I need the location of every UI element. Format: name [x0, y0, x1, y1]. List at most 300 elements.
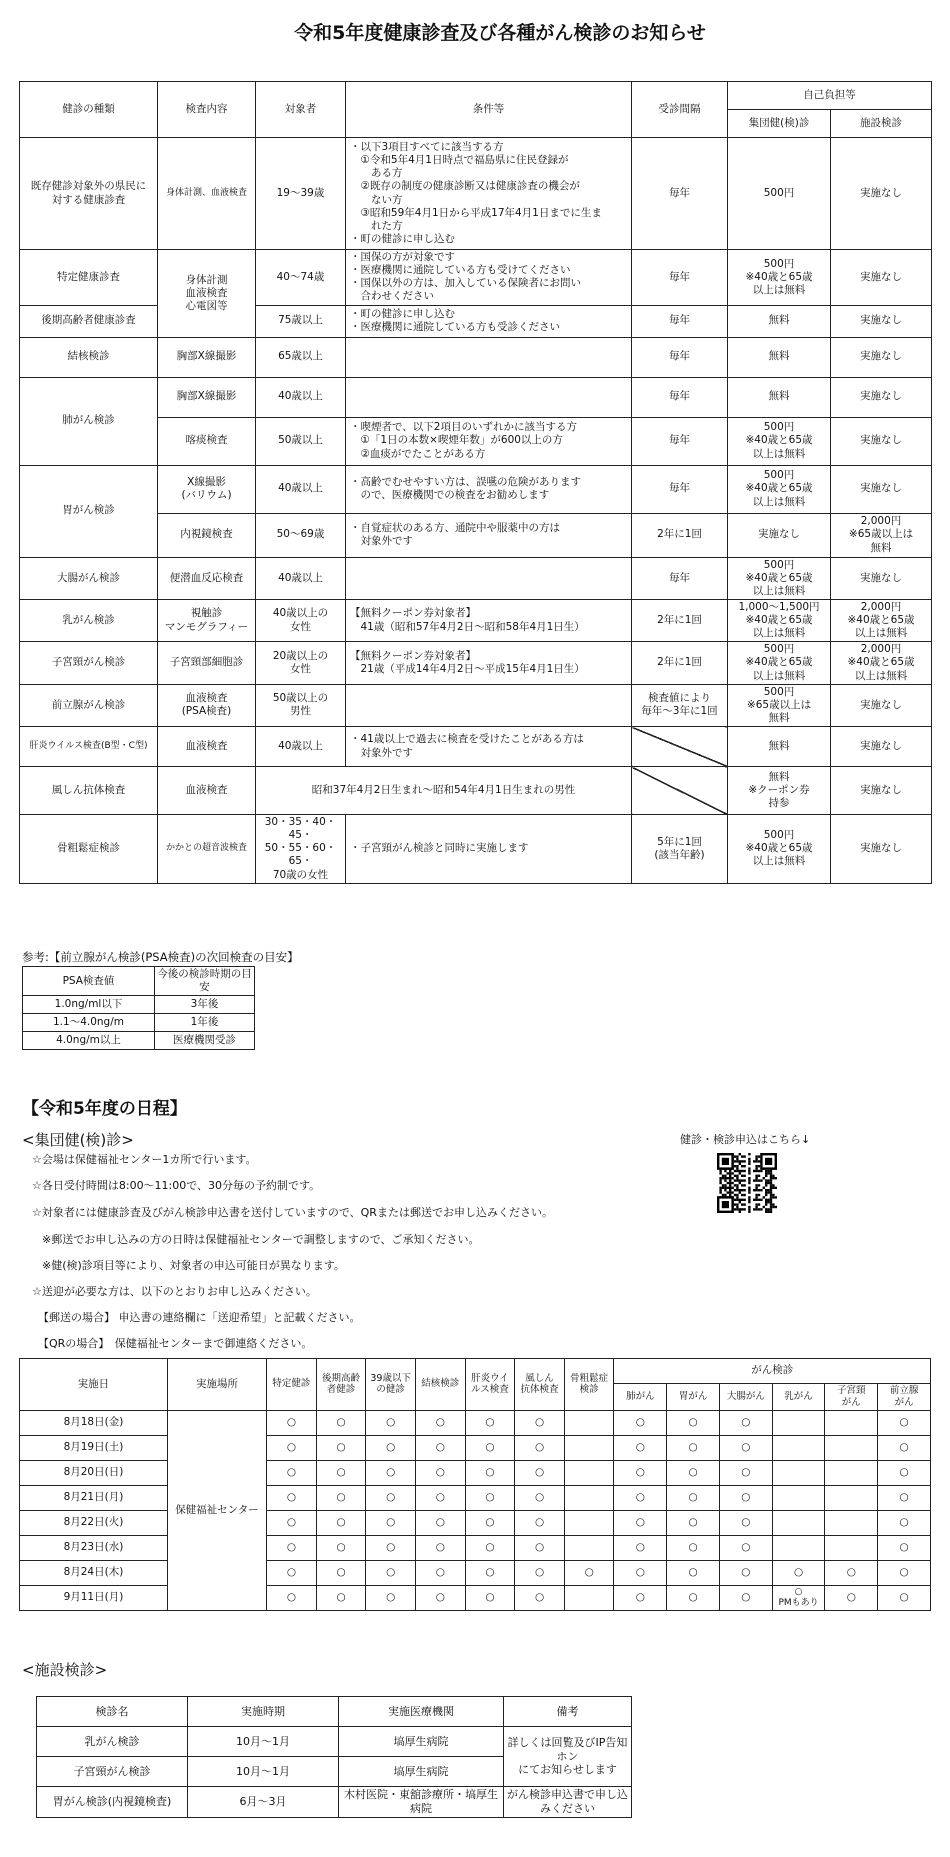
- table-cell: X線撮影 (バリウム): [158, 465, 256, 513]
- schedule-mark: ○: [878, 1460, 931, 1485]
- schedule-mark: ○: [366, 1460, 416, 1485]
- schedule-header-cancer-column: 大腸がん: [719, 1384, 772, 1411]
- schedule-mark: [825, 1510, 878, 1535]
- table-cell: [346, 377, 632, 417]
- header-interval: 受診間隔: [632, 82, 728, 138]
- schedule-mark: ○: [878, 1485, 931, 1510]
- table-cell: 2年に1回: [632, 642, 728, 684]
- schedule-mark: ○: [667, 1535, 720, 1560]
- schedule-note: 【郵送の場合】 申込書の連絡欄に「送迎希望」と記載ください。: [38, 1311, 361, 1324]
- table-cell: 50〜69歳: [256, 513, 346, 557]
- table-cell: 実施なし: [831, 465, 932, 513]
- schedule-date: 8月22日(火): [20, 1510, 168, 1535]
- table-cell: 500円 ※40歳と65歳 以上は無料: [728, 465, 831, 513]
- schedule-mark: ○: [825, 1585, 878, 1611]
- table-cell: 実施なし: [831, 417, 932, 465]
- schedule-header-cancer-column: 乳がん: [772, 1384, 825, 1411]
- table-cell: 特定健康診査: [20, 250, 158, 306]
- table-row: [20, 642, 932, 684]
- table-cell: 6月〜3月: [188, 1787, 339, 1818]
- schedule-mark: ○: [465, 1585, 515, 1611]
- schedule-mark: ○: [465, 1435, 515, 1460]
- schedule-mark: [564, 1435, 614, 1460]
- schedule-mark: ○: [267, 1535, 317, 1560]
- schedule-header-column: 風しん 抗体検査: [515, 1359, 565, 1411]
- header-cost: 自己負担等: [728, 82, 932, 110]
- schedule-mark: ○: [515, 1560, 565, 1585]
- table-cell: 2,000円 ※40歳と65歳 以上は無料: [831, 642, 932, 684]
- table-cell: 40歳以上: [256, 557, 346, 599]
- table-cell: 骨粗鬆症検診: [20, 815, 158, 884]
- table-cell: 1.1〜4.0ng/m: [23, 1014, 155, 1032]
- table-cell: ・子宮頸がん検診と同時に実施します: [346, 815, 632, 884]
- table-cell: 実施なし: [831, 250, 932, 306]
- table-cell: 内視鏡検査: [158, 513, 256, 557]
- schedule-mark: ○: [878, 1535, 931, 1560]
- table-cell: ・町の健診に申し込む ・医療機関に通院している方も受診ください: [346, 305, 632, 337]
- schedule-mark: [772, 1510, 825, 1535]
- schedule-mark: ○: [267, 1410, 317, 1435]
- schedule-mark: [825, 1460, 878, 1485]
- schedule-mark: [772, 1435, 825, 1460]
- header-group-cost: 集団健(検)診: [728, 110, 831, 138]
- table-cell: 19〜39歳: [256, 138, 346, 250]
- schedule-mark: ○: [465, 1460, 515, 1485]
- table-cell: 塙厚生病院: [339, 1727, 504, 1757]
- schedule-mark: [772, 1410, 825, 1435]
- table-cell: 無料: [728, 305, 831, 337]
- schedule-date: 8月18日(金): [20, 1410, 168, 1435]
- table-cell: 無料: [728, 727, 831, 767]
- schedule-mark: ○: [415, 1510, 465, 1535]
- schedule-mark: ○: [719, 1560, 772, 1585]
- table-cell: 昭和37年4月2日生まれ〜昭和54年4月1日生まれの男性: [256, 767, 632, 815]
- checkup-overview-table: [19, 81, 932, 884]
- table-cell: 実施なし: [831, 727, 932, 767]
- schedule-header-cancer: がん検診: [614, 1359, 931, 1384]
- schedule-mark: ○: [415, 1535, 465, 1560]
- schedule-mark: [564, 1535, 614, 1560]
- table-cell: ・自覚症状のある方、通院中や服薬中の方は 対象外です: [346, 513, 632, 557]
- table-row: [20, 1359, 931, 1384]
- table-row: [20, 1560, 931, 1585]
- schedule-header-cancer-column: 子宮頸 がん: [825, 1384, 878, 1411]
- table-cell: 40歳以上: [256, 727, 346, 767]
- table-row: [20, 727, 932, 767]
- table-cell: 子宮頸がん検診: [20, 642, 158, 684]
- schedule-mark: ○: [415, 1560, 465, 1585]
- table-cell: 毎年: [632, 377, 728, 417]
- schedule-mark: ○: [515, 1460, 565, 1485]
- table-cell: 肝炎ウイルス検査(B型・C型): [20, 727, 158, 767]
- table-cell: 5年に1回 (該当年齢): [632, 815, 728, 884]
- table-row: [37, 1787, 632, 1818]
- table-cell: 2,000円 ※65歳以上は 無料: [831, 513, 932, 557]
- table-cell: 毎年: [632, 337, 728, 377]
- schedule-header-cancer-column: 前立腺 がん: [878, 1384, 931, 1411]
- schedule-mark: ○: [614, 1585, 667, 1611]
- schedule-mark: ○: [878, 1435, 931, 1460]
- table-cell: 実施なし: [831, 767, 932, 815]
- table-cell: 1,000〜1,500円 ※40歳と65歳 以上は無料: [728, 599, 831, 641]
- table-cell: かかとの超音波検査: [158, 815, 256, 884]
- table-cell: 肺がん検診: [20, 377, 158, 465]
- schedule-mark: ○: [366, 1535, 416, 1560]
- not-applicable-cell: [632, 767, 728, 815]
- psa-header-value: PSA検査値: [23, 967, 155, 996]
- schedule-mark: ○: [415, 1485, 465, 1510]
- table-row: [20, 377, 932, 417]
- table-cell: 500円 ※40歳と65歳 以上は無料: [728, 417, 831, 465]
- table-row: [20, 1460, 931, 1485]
- table-row: [20, 305, 932, 337]
- schedule-place: 保健福祉センター: [167, 1410, 266, 1611]
- schedule-heading: 【令和5年度の日程】: [22, 1099, 187, 1119]
- facility-note: がん検診申込書で申し込みください: [504, 1787, 632, 1818]
- schedule-mark: ○: [267, 1510, 317, 1535]
- table-cell: 1年後: [155, 1014, 255, 1032]
- table-cell: 既存健診対象外の県民に 対する健康診査: [20, 138, 158, 250]
- table-row: [20, 138, 932, 250]
- table-cell: 3年後: [155, 996, 255, 1014]
- schedule-mark: ○: [719, 1485, 772, 1510]
- schedule-mark: ○: [614, 1560, 667, 1585]
- schedule-note: ☆対象者には健康診査及びがん検診申込書を送付していますので、QRまたは郵送でお申し込みください。: [32, 1206, 553, 1219]
- table-cell: 40歳以上の 女性: [256, 599, 346, 641]
- table-cell: 【無料クーポン券対象者】 41歳（昭和57年4月2日〜昭和58年4月1日生）: [346, 599, 632, 641]
- facility-note: 詳しくは回覧及びIP告知ホン にてお知らせします: [504, 1727, 632, 1787]
- table-row: [20, 1535, 931, 1560]
- schedule-mark: [772, 1460, 825, 1485]
- schedule-header-column: 骨粗鬆症 検診: [564, 1359, 614, 1411]
- table-cell: ・喫煙者で、以下2項目のいずれかに該当する方 ①「1日の本数×喫煙年数」が600以上の方 ②血痰がでたことがある方: [346, 417, 632, 465]
- schedule-date: 8月19日(土): [20, 1435, 168, 1460]
- schedule-header-column: 39歳以下 の健診: [366, 1359, 416, 1411]
- table-cell: 65歳以上: [256, 337, 346, 377]
- schedule-header-cancer-column: 肺がん: [614, 1384, 667, 1411]
- schedule-mark: ○: [719, 1435, 772, 1460]
- table-cell: 実施なし: [831, 684, 932, 726]
- table-row: [20, 1410, 931, 1435]
- table-cell: 血液検査 (PSA検査): [158, 684, 256, 726]
- table-cell: 2年に1回: [632, 513, 728, 557]
- schedule-mark: ○: [614, 1485, 667, 1510]
- schedule-mark: ○: [667, 1510, 720, 1535]
- table-cell: 毎年: [632, 305, 728, 337]
- table-cell: 実施なし: [831, 305, 932, 337]
- schedule-mark: ○: [316, 1560, 366, 1585]
- table-cell: 胃がん検診(内視鏡検査): [37, 1787, 188, 1818]
- facility-header: 検診名: [37, 1697, 188, 1727]
- header-facility-cost: 施設検診: [831, 110, 932, 138]
- schedule-mark: ○: [366, 1510, 416, 1535]
- table-cell: 【無料クーポン券対象者】 21歳（平成14年4月2日〜平成15年4月1日生）: [346, 642, 632, 684]
- table-cell: 血液検査: [158, 767, 256, 815]
- table-cell: [346, 684, 632, 726]
- schedule-mark: ○: [366, 1585, 416, 1611]
- schedule-mark: ○: [614, 1510, 667, 1535]
- facility-header: 備考: [504, 1697, 632, 1727]
- schedule-mark: [564, 1585, 614, 1611]
- table-cell: 500円 ※40歳と65歳 以上は無料: [728, 250, 831, 306]
- table-row: [37, 1727, 632, 1757]
- table-row: [37, 1697, 632, 1727]
- schedule-mark: ○: [667, 1560, 720, 1585]
- schedule-mark: ○: [614, 1535, 667, 1560]
- table-cell: ・以下3項目すべてに該当する方 ①令和5年4月1日時点で福島県に住民登録が ある方 ②既存の制度の健康診断又は健康診査の機会が ない方 ③昭和59年4月1日から平成17年4月1日までに生ま れた方 ・町の健診に申し込む: [346, 138, 632, 250]
- table-row: [20, 1585, 931, 1611]
- table-cell: 2年に1回: [632, 599, 728, 641]
- schedule-mark: ○: [719, 1460, 772, 1485]
- schedule-mark: ○: [667, 1485, 720, 1510]
- table-row: [20, 767, 932, 815]
- schedule-mark: ○: [366, 1560, 416, 1585]
- schedule-mark: ○: [878, 1560, 931, 1585]
- schedule-mark: [825, 1435, 878, 1460]
- table-cell: 無料: [728, 377, 831, 417]
- table-cell: 便潜血反応検査: [158, 557, 256, 599]
- schedule-mark: ○: [667, 1435, 720, 1460]
- schedule-mark: ○ PMもあり: [772, 1585, 825, 1611]
- schedule-note: ※健(検)診項目等により、対象者の申込可能日が異なります。: [42, 1259, 345, 1272]
- schedule-mark: [564, 1485, 614, 1510]
- schedule-mark: ○: [719, 1535, 772, 1560]
- schedule-mark: ○: [267, 1585, 317, 1611]
- schedule-mark: ○: [465, 1485, 515, 1510]
- schedule-mark: ○: [719, 1585, 772, 1611]
- table-row: [20, 1485, 931, 1510]
- facility-header: 実施医療機関: [339, 1697, 504, 1727]
- schedule-mark: ○: [316, 1510, 366, 1535]
- schedule-date: 8月21日(月): [20, 1485, 168, 1510]
- table-cell: [346, 557, 632, 599]
- schedule-date: 9月11日(月): [20, 1585, 168, 1611]
- psa-reference-table: [22, 966, 255, 1050]
- schedule-header-date: 実施日: [20, 1359, 168, 1411]
- schedule-mark: ○: [515, 1485, 565, 1510]
- table-cell: 風しん抗体検査: [20, 767, 158, 815]
- table-cell: 胸部X線撮影: [158, 337, 256, 377]
- schedule-mark: ○: [772, 1560, 825, 1585]
- table-cell: 500円: [728, 138, 831, 250]
- schedule-mark: ○: [267, 1435, 317, 1460]
- table-row: [23, 996, 255, 1014]
- schedule-mark: ○: [316, 1585, 366, 1611]
- header-target: 対象者: [256, 82, 346, 138]
- schedule-mark: ○: [366, 1485, 416, 1510]
- table-cell: 500円 ※40歳と65歳 以上は無料: [728, 557, 831, 599]
- schedule-note: ※郵送でお申し込みの方の日時は保健福祉センターで調整しますので、ご承知ください。: [42, 1233, 480, 1246]
- table-row: [20, 337, 932, 377]
- table-cell: 後期高齢者健康診査: [20, 305, 158, 337]
- table-cell: 塙厚生病院: [339, 1757, 504, 1787]
- table-cell: 木村医院・東舘診療所・塙厚生病院: [339, 1787, 504, 1818]
- table-cell: 毎年: [632, 557, 728, 599]
- schedule-mark: ○: [515, 1435, 565, 1460]
- table-row: [20, 82, 932, 110]
- schedule-mark: ○: [415, 1460, 465, 1485]
- schedule-mark: ○: [267, 1460, 317, 1485]
- not-applicable-cell: [632, 727, 728, 767]
- table-cell: 身体計測、血液検査: [158, 138, 256, 250]
- page-title: 令和5年度健康診査及び各種がん検診のお知らせ: [294, 22, 706, 44]
- schedule-date: 8月23日(水): [20, 1535, 168, 1560]
- table-row: [23, 1014, 255, 1032]
- schedule-mark: ○: [825, 1560, 878, 1585]
- table-cell: 実施なし: [831, 557, 932, 599]
- table-row: [20, 599, 932, 641]
- table-cell: 40歳以上: [256, 377, 346, 417]
- schedule-mark: ○: [667, 1585, 720, 1611]
- table-cell: 子宮頸部細胞診: [158, 642, 256, 684]
- table-cell: 無料 ※クーポン券 持参: [728, 767, 831, 815]
- table-cell: 40歳以上: [256, 465, 346, 513]
- table-row: [20, 684, 932, 726]
- schedule-mark: [772, 1535, 825, 1560]
- facility-header: 実施時期: [188, 1697, 339, 1727]
- table-cell: [346, 337, 632, 377]
- table-cell: 500円 ※40歳と65歳 以上は無料: [728, 815, 831, 884]
- table-cell: 40〜74歳: [256, 250, 346, 306]
- schedule-mark: ○: [415, 1435, 465, 1460]
- schedule-header-place: 実施場所: [167, 1359, 266, 1411]
- table-cell: 乳がん検診: [20, 599, 158, 641]
- table-row: [20, 1510, 931, 1535]
- schedule-mark: ○: [465, 1560, 515, 1585]
- schedule-note: ☆送迎が必要な方は、以下のとおりお申し込みください。: [32, 1285, 317, 1298]
- table-cell: ・国保の方が対象です ・医療機関に通院している方も受けてください ・国保以外の方は、加入している保険者にお問い 合わせください: [346, 250, 632, 306]
- table-cell: 視触診 マンモグラフィー: [158, 599, 256, 641]
- table-row: [23, 967, 255, 996]
- schedule-mark: ○: [316, 1435, 366, 1460]
- schedule-mark: [564, 1460, 614, 1485]
- schedule-mark: ○: [515, 1535, 565, 1560]
- table-cell: 結核検診: [20, 337, 158, 377]
- table-row: [20, 557, 932, 599]
- schedule-mark: ○: [614, 1435, 667, 1460]
- facility-checkup-table: [36, 1696, 632, 1818]
- table-cell: 毎年: [632, 465, 728, 513]
- table-cell: 検査値により 毎年〜3年に1回: [632, 684, 728, 726]
- schedule-mark: ○: [316, 1410, 366, 1435]
- table-cell: 実施なし: [831, 815, 932, 884]
- schedule-mark: ○: [667, 1410, 720, 1435]
- schedule-mark: ○: [515, 1585, 565, 1611]
- table-row: [20, 815, 932, 884]
- header-content: 検査内容: [158, 82, 256, 138]
- table-cell: 子宮頸がん検診: [37, 1757, 188, 1787]
- schedule-mark: ○: [366, 1435, 416, 1460]
- schedule-mark: ○: [267, 1560, 317, 1585]
- psa-header-timing: 今後の検診時期の目安: [155, 967, 255, 996]
- table-cell: 50歳以上: [256, 417, 346, 465]
- schedule-mark: ○: [465, 1410, 515, 1435]
- table-cell: 10月〜1月: [188, 1757, 339, 1787]
- table-cell: 500円 ※40歳と65歳 以上は無料: [728, 642, 831, 684]
- schedule-mark: ○: [415, 1410, 465, 1435]
- schedule-mark: ○: [719, 1510, 772, 1535]
- table-cell: 75歳以上: [256, 305, 346, 337]
- table-cell: 医療機関受診: [155, 1032, 255, 1050]
- schedule-date: 8月24日(木): [20, 1560, 168, 1585]
- schedule-mark: ○: [366, 1410, 416, 1435]
- table-cell: 胸部X線撮影: [158, 377, 256, 417]
- table-cell: 500円 ※65歳以上は 無料: [728, 684, 831, 726]
- schedule-mark: [564, 1510, 614, 1535]
- table-cell: 10月〜1月: [188, 1727, 339, 1757]
- schedule-mark: ○: [515, 1510, 565, 1535]
- schedule-mark: ○: [465, 1510, 515, 1535]
- schedule-mark: ○: [515, 1410, 565, 1435]
- table-cell: 喀痰検査: [158, 417, 256, 465]
- table-cell: 毎年: [632, 138, 728, 250]
- table-cell: ・高齢でむせやすい方は、誤嚥の危険があります ので、医療機関での検査をお勧めします: [346, 465, 632, 513]
- facility-checkup-heading: <施設検診>: [22, 1661, 108, 1679]
- table-cell: 50歳以上の 男性: [256, 684, 346, 726]
- table-cell: 胃がん検診: [20, 465, 158, 557]
- schedule-note: ☆各日受付時間は8:00〜11:00で、30分毎の予約制です。: [32, 1179, 321, 1192]
- schedule-mark: ○: [667, 1460, 720, 1485]
- qr-code-icon[interactable]: [717, 1153, 777, 1213]
- table-row: [23, 1032, 255, 1050]
- schedule-header-column: 肝炎ウイ ルス検査: [465, 1359, 515, 1411]
- table-cell: 実施なし: [728, 513, 831, 557]
- table-cell: 無料: [728, 337, 831, 377]
- table-cell: 毎年: [632, 417, 728, 465]
- table-cell: 30・35・40・45・ 50・55・60・65・ 70歳の女性: [256, 815, 346, 884]
- table-cell: 前立腺がん検診: [20, 684, 158, 726]
- schedule-mark: ○: [316, 1460, 366, 1485]
- schedule-note: 【QRの場合】 保健福祉センターまで御連絡ください。: [38, 1337, 313, 1350]
- group-checkup-heading: <集団健(検)診>: [22, 1131, 134, 1149]
- table-cell: 1.0ng/ml以下: [23, 996, 155, 1014]
- schedule-date: 8月20日(日): [20, 1460, 168, 1485]
- group-schedule-table: [19, 1358, 931, 1611]
- schedule-mark: [825, 1410, 878, 1435]
- schedule-mark: ○: [878, 1585, 931, 1611]
- table-row: [20, 465, 932, 513]
- schedule-mark: ○: [878, 1510, 931, 1535]
- schedule-mark: [825, 1485, 878, 1510]
- schedule-mark: ○: [878, 1410, 931, 1435]
- schedule-mark: ○: [564, 1560, 614, 1585]
- schedule-mark: ○: [614, 1410, 667, 1435]
- schedule-mark: ○: [719, 1410, 772, 1435]
- schedule-mark: [564, 1410, 614, 1435]
- table-cell: 大腸がん検診: [20, 557, 158, 599]
- schedule-mark: ○: [465, 1535, 515, 1560]
- table-row: [20, 1435, 931, 1460]
- table-cell: 身体計測 血液検査 心電図等: [158, 250, 256, 338]
- table-cell: 実施なし: [831, 377, 932, 417]
- schedule-mark: ○: [415, 1585, 465, 1611]
- qr-label: 健診・検診申込はこちら↓: [680, 1133, 811, 1146]
- schedule-header-column: 結核検診: [415, 1359, 465, 1411]
- table-cell: 2,000円 ※40歳と65歳 以上は無料: [831, 599, 932, 641]
- table-cell: 毎年: [632, 250, 728, 306]
- table-row: [20, 250, 932, 306]
- header-conditions: 条件等: [346, 82, 632, 138]
- schedule-mark: ○: [614, 1460, 667, 1485]
- schedule-note: ☆会場は保健福祉センター1カ所で行います。: [32, 1153, 257, 1166]
- table-cell: ・41歳以上で過去に検査を受けたことがある方は 対象外です: [346, 727, 632, 767]
- table-cell: 実施なし: [831, 337, 932, 377]
- header-type: 健診の種類: [20, 82, 158, 138]
- psa-reference-title: 参考:【前立腺がん検診(PSA検査)の次回検査の目安】: [22, 950, 299, 964]
- schedule-mark: [825, 1535, 878, 1560]
- table-cell: 乳がん検診: [37, 1727, 188, 1757]
- schedule-header-cancer-column: 胃がん: [667, 1384, 720, 1411]
